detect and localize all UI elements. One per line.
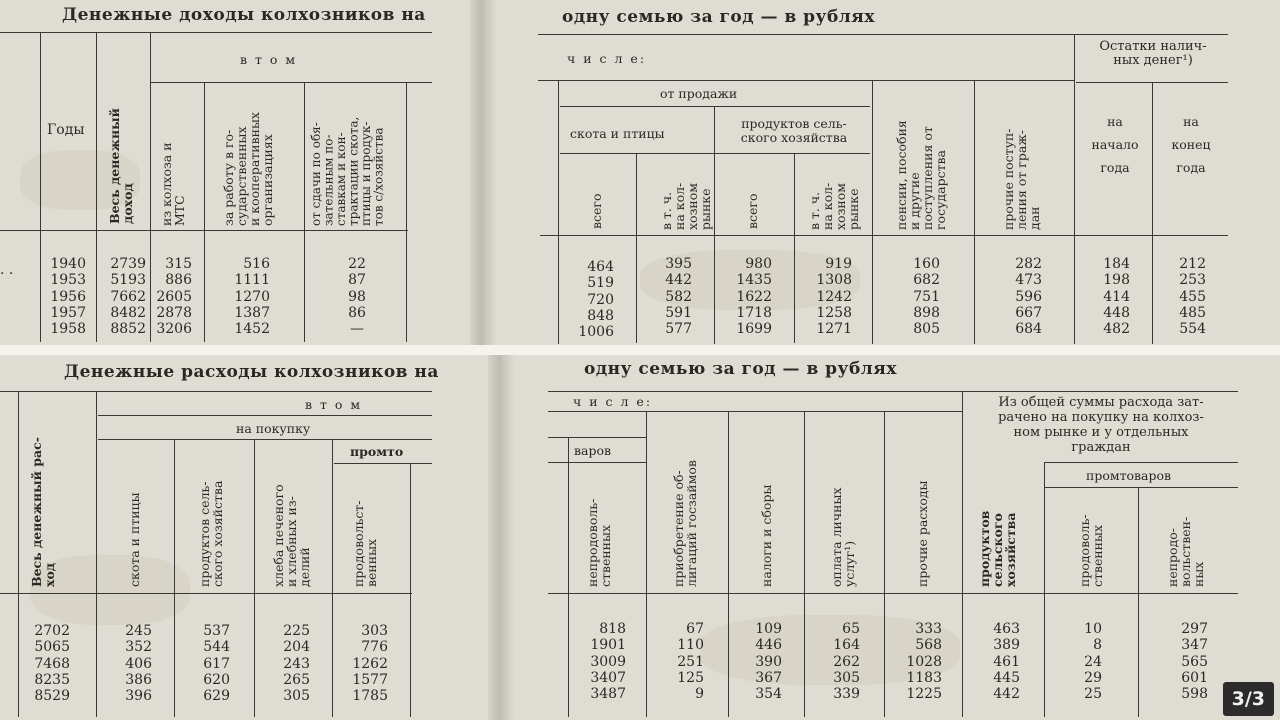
col-other-expense: 333 568 1028 1183 1225 [906,621,942,703]
col-total-expense: 2702 5065 7468 8235 8529 [34,623,70,705]
book-gutter [470,0,496,345]
col-cash-end: 212 253 455 485 554 [1179,256,1206,338]
header-food-goods: продовольст- венных [351,500,379,587]
header-livestock: скота и птицы [127,492,142,587]
header-pensions: пенсии, пособия и другие поступления от государства [894,120,948,230]
header-livestock-market: в т. ч. на кол- хозном рынке [659,182,713,230]
income-table-scan: Денежные доходы колхозников на одну семью за год — в рублях Годы Весь денежный доход в т о м из колхоза и МТС за работу в го- сударственных и кооперативных организациях от сдачи по обя- зательным по- ставкам и кон- трактации скота, птицы и продук- тов с/хозяйства . . 1940 1953 1956 1957 1958 2739 5193 7662 8482 8852 315 886 2605 2878 3206 516 1111 1270 1387 1452 22 87 98 86 — ч и с л е: от продажи скота и птицы продуктов сель- ского хозяйства всего в т. ч. на кол- хозном рынке всего в т. ч. на кол- хозном рынке пенсии, пособия и другие поступления от государства прочие поступ- ления от граж- дан Остатки налич- ных денег¹) на начало года на конец года 464 519 720 848 1006 395 442 582 591 577 980 1435 1622 1718 1699 919 1308 1242 1258 1271 160 682 751 898 805 282 473 596 667 684 184 198 414 448 482 212 253 455 485 554 [0,0,1280,345]
expense-title-right: одну семью за год — в рублях [584,359,897,379]
header-cash-balance: Остатки налич- ных денег¹) [1099,39,1207,68]
header-taxes: налоги и сборы [759,484,774,587]
header-from-sales: от продажи [660,86,738,101]
header-vtom: в т о м [305,397,363,412]
header-purchase: на покупку [236,421,311,436]
header-market-produce: продуктов сельского хозяйства [977,510,1018,587]
header-bonds: приобретение об- лигаций госзаймов [671,460,699,587]
header-nonfood-goods: непродоволь- ственных [585,498,613,587]
col-from-kolkhoz: 315 886 2605 2878 3206 [156,256,192,338]
header-state-work: за работу в го- сударственных и кооперативных организациях [221,112,275,226]
header-produce: продуктов сель- ского хозяйства [197,480,225,587]
col-other-income: 282 473 596 667 684 [1015,256,1042,338]
header-cash-end: на конец года [1171,114,1211,175]
header-promto: промто [350,444,404,459]
col-bread: 225 204 243 265 305 [283,623,310,705]
left-page [0,355,496,720]
col-market-nonfood: 297 347 565 601 598 [1181,621,1208,703]
col-bonds: 67 110 251 125 9 [677,621,704,703]
page-counter-badge: 3/3 [1223,682,1274,716]
header-other-expense: прочие расходы [915,480,930,587]
book-gutter [488,355,514,720]
col-services: 65 164 262 305 339 [833,621,860,703]
header-chisle: ч и с л е: [573,394,653,409]
col-produce-all: 980 1435 1622 1718 1699 [736,256,772,338]
col-market-produce: 463 389 461 445 442 [993,621,1020,703]
col-taxes: 109 446 390 367 354 [755,621,782,703]
header-produce-all: всего [745,193,760,229]
income-title-left: Денежные доходы колхозников на [62,5,426,25]
col-state-work: 516 1111 1270 1387 1452 [234,256,270,338]
header-total-expense: Весь денежный рас- ход [29,437,57,587]
col-food-goods: 303 776 1262 1577 1785 [352,623,388,705]
expense-title-left: Денежные расходы колхозников на [64,362,439,382]
col-livestock: 245 352 406 386 396 [125,623,152,705]
header-livestock-all: всего [589,193,604,229]
header-bread: хлеба печеного и хлебных из- делий [271,484,312,587]
header-promtovarov: промтоваров [1086,468,1172,483]
header-produce-market: в т. ч. на кол- хозном рынке [807,182,861,230]
col-total-income: 2739 5193 7662 8482 8852 [110,256,146,338]
header-years: Годы [47,122,85,138]
col-pensions: 160 682 751 898 805 [913,256,940,338]
header-produce: продуктов сель- ского хозяйства [740,116,848,145]
col-market-food: 10 8 24 29 25 [1084,621,1102,703]
col-nonfood-goods: 818 1901 3009 3407 3487 [590,621,626,703]
col-produce: 537 544 617 620 629 [203,623,230,705]
header-from-kolkhoz: из колхоза и МТС [159,142,187,226]
header-other-income: прочие поступ- ления от граж- дан [1001,128,1042,230]
col-livestock-all: 464 519 720 848 1006 [578,259,614,341]
col-cash-begin: 184 198 414 448 482 [1103,256,1130,338]
header-market-nonfood: непродо- вольствен- ных [1165,516,1206,587]
header-chisle: ч и с л е: [567,51,647,66]
header-market-group: Из общей суммы расхода зат- рачено на покупку на колхоз- ном рынке и у отдельных граждан [998,395,1204,455]
expense-table-scan [0,355,1280,720]
col-produce-market: 919 1308 1242 1258 1271 [816,256,852,338]
header-varov: варов [574,443,612,458]
income-title-right: одну семью за год — в рублях [562,7,875,27]
header-supplies: от сдачи по обя- зательным по- ставкам и кон- трактации скота, птицы и продук- тов с/хозяйства [309,116,386,226]
header-total-income: Весь денежный доход [107,108,135,224]
header-livestock: скота и птицы [570,126,665,141]
header-cash-begin: на начало года [1091,114,1139,175]
col-years: 1940 1953 1956 1957 1958 [50,256,86,338]
header-services: оплата личных услуг¹) [829,487,857,587]
header-vtom: в т о м [240,52,298,67]
header-market-food: продоволь- ственных [1077,514,1105,587]
col-supplies: 22 87 98 86 — [348,256,366,338]
col-livestock-market: 395 442 582 591 577 [665,256,692,338]
